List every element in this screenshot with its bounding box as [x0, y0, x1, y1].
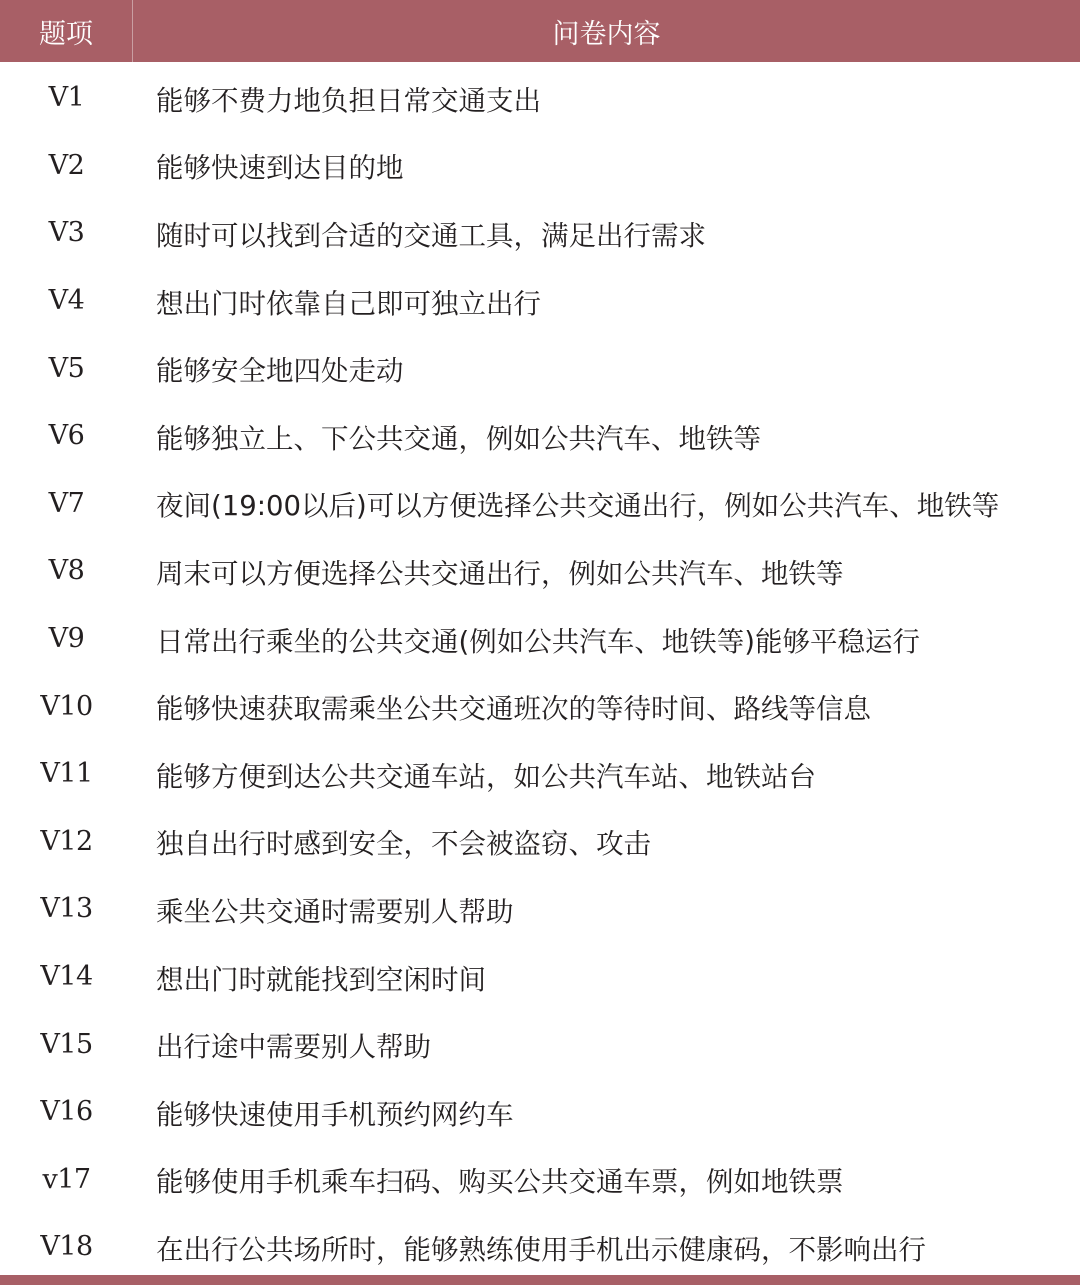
- table-row: [0, 537, 1080, 605]
- row-id: V9: [48, 623, 85, 655]
- table-bottom-border: [0, 1275, 1080, 1285]
- row-id: V1: [48, 82, 85, 114]
- table-row: [0, 334, 1080, 402]
- row-id: v17: [42, 1163, 91, 1195]
- table-row: [0, 672, 1080, 740]
- row-content: 出行途中需要别人帮助: [156, 1031, 431, 1064]
- table-row: [0, 199, 1080, 267]
- table-row: [0, 1078, 1080, 1146]
- row-id: V10: [40, 690, 93, 722]
- row-content: 日常出行乘坐的公共交通(例如公共汽车、地铁等)能够平稳运行: [156, 625, 920, 658]
- row-content: 夜间(19:00以后)可以方便选择公共交通出行，例如公共汽车、地铁等: [156, 490, 1000, 523]
- table-row: [0, 64, 1080, 132]
- row-id: V6: [48, 420, 85, 452]
- table-row: [0, 132, 1080, 200]
- row-id: V5: [48, 352, 85, 384]
- row-id: V12: [40, 825, 93, 857]
- row-content: 周末可以方便选择公共交通出行，例如公共汽车、地铁等: [156, 557, 844, 590]
- row-content: 能够不费力地负担日常交通支出: [156, 84, 541, 117]
- row-content: 在出行公共场所时，能够熟练使用手机出示健康码，不影响出行: [156, 1233, 926, 1266]
- table-row: [0, 1213, 1080, 1281]
- row-content: 能够使用手机乘车扫码、购买公共交通车票，例如地铁票: [156, 1166, 844, 1199]
- row-content: 随时可以找到合适的交通工具，满足出行需求: [156, 219, 706, 252]
- table-row: [0, 605, 1080, 673]
- row-id: V13: [40, 893, 93, 925]
- table-row: [0, 808, 1080, 876]
- table-row: [0, 740, 1080, 808]
- table-body: [0, 64, 1080, 1281]
- table-row: [0, 267, 1080, 335]
- row-content: 能够方便到达公共交通车站，如公共汽车站、地铁站台: [156, 760, 816, 793]
- row-content: 乘坐公共交通时需要别人帮助: [156, 895, 514, 928]
- row-content: 想出门时就能找到空闲时间: [156, 963, 486, 996]
- row-content: 能够安全地四处走动: [156, 355, 404, 388]
- table-row: [0, 470, 1080, 538]
- row-id: V11: [40, 758, 93, 790]
- header-id-label: 题项: [0, 0, 133, 62]
- row-id: V7: [48, 487, 85, 519]
- row-id: V15: [40, 1028, 93, 1060]
- row-content: 能够独立上、下公共交通，例如公共汽车、地铁等: [156, 422, 761, 455]
- row-id: V4: [48, 285, 85, 317]
- row-id: V16: [40, 1096, 93, 1128]
- row-content: 能够快速到达目的地: [156, 152, 404, 185]
- row-content: 能够快速使用手机预约网约车: [156, 1098, 514, 1131]
- table-row: [0, 1010, 1080, 1078]
- table-row: [0, 402, 1080, 470]
- table-row: [0, 875, 1080, 943]
- table-row: [0, 943, 1080, 1011]
- row-id: V3: [48, 217, 85, 249]
- row-content: 能够快速获取需乘坐公共交通班次的等待时间、路线等信息: [156, 693, 871, 726]
- row-id: V18: [40, 1231, 93, 1263]
- row-content: 独自出行时感到安全，不会被盗窃、攻击: [156, 828, 651, 861]
- row-id: V2: [48, 149, 85, 181]
- header-content-label: 问卷内容: [552, 18, 661, 50]
- row-id: V8: [48, 555, 85, 587]
- row-id: V14: [40, 961, 93, 993]
- table-row: [0, 1146, 1080, 1214]
- row-content: 想出门时依靠自己即可独立出行: [156, 287, 541, 320]
- table-header: [0, 0, 1080, 62]
